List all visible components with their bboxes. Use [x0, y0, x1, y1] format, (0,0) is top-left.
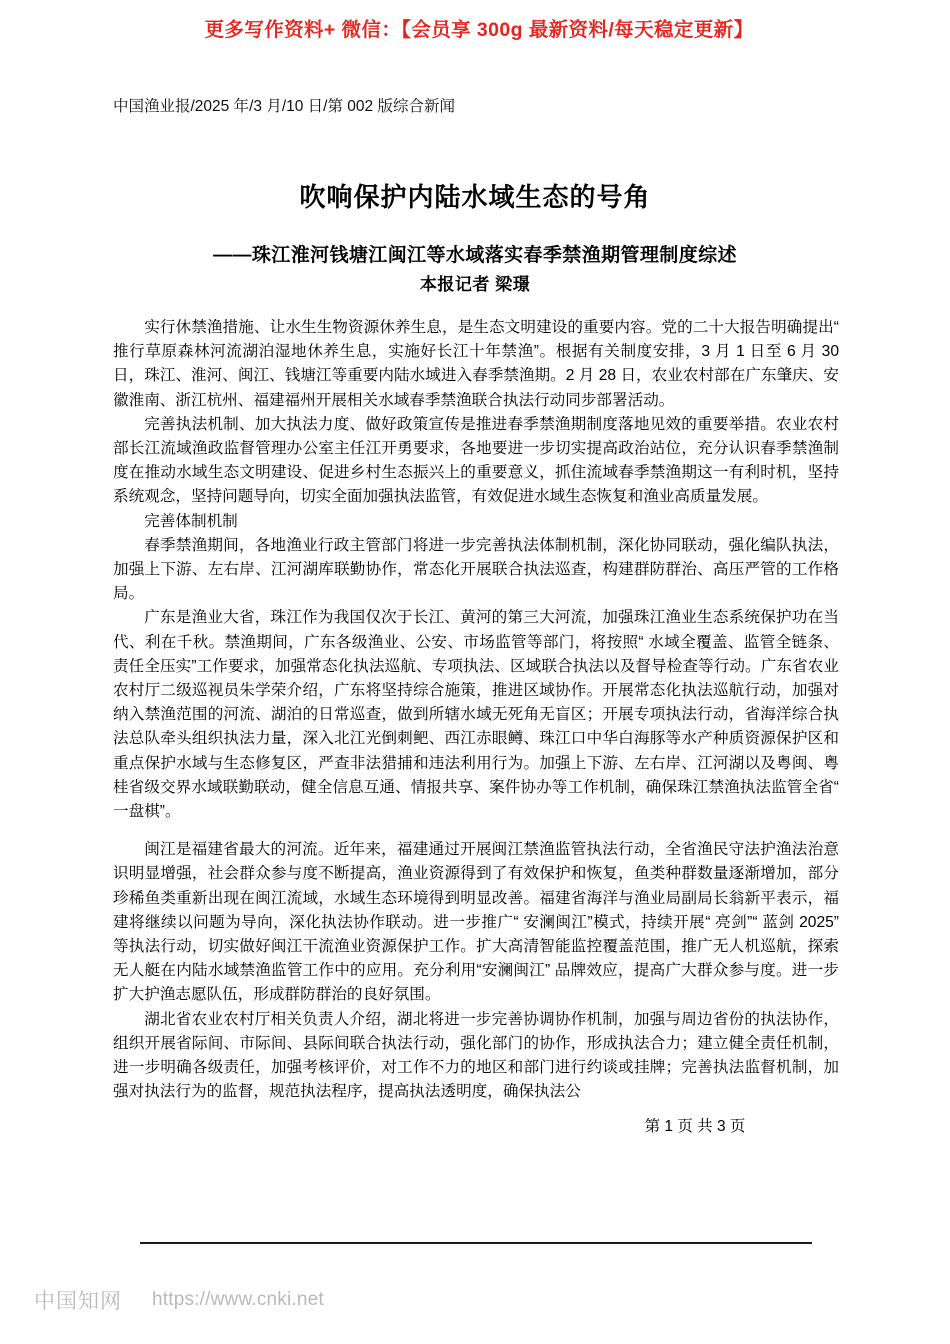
body-paragraph: 广东是渔业大省，珠江作为我国仅次于长江、黄河的第三大河流，加强珠江渔业生态系统保护功在当代、利在千秋。禁渔期间，广东各级渔业、公安、市场监管等部门，将按照“ 水域全覆盖、监管全链条、责任全压实”工作要求，加强常态化执法巡航、专项执法、区域联合执法以及督导检查等行动。广东省农业农村厅二级巡视员朱学荣介绍，广东将坚持综合施策，推进区域协作。开展常态化执法巡航行动，加强对纳入禁渔范围的河流、湖泊的日常巡查，做到所辖水域无死角无盲区；开展专项执法行动，省海洋综合执法总队牵头组织执法力量，深入北江光倒刺鲃、西江赤眼鳟、珠江口中华白海豚等水产种质资源保护区和重点保护水域与生态修复区，严查非法猎捕和违法利用行为。加强上下游、左右岸、江河湖以及粤闽、粤桂省级交界水域联勤联动，健全信息互通、情报共享、案件协办等工作机制，确保珠江禁渔执法监管全省“ 一盘棋”。	[113, 609, 839, 821]
article-byline: 本报记者 梁璟	[419, 275, 531, 294]
footer-divider	[140, 1242, 812, 1244]
cnki-watermark-name: 中国知网	[34, 1290, 122, 1313]
cnki-watermark	[34, 1285, 324, 1315]
section-subheading: 完善体制机制	[144, 512, 238, 530]
article-title: 吹响保护内陆水域生态的号角	[299, 182, 651, 213]
publication-meta: 中国渔业报/2025 年/3 月/10 日/第 002 版综合新闻	[113, 98, 455, 115]
body-paragraph: 实行休禁渔措施、让水生生物资源休养生息，是生态文明建设的重要内容。党的二十大报告明确提出“ 推行草原森林河流湖泊湿地休养生息，实施好长江十年禁渔”。根据有关制度安排，3 月 1 日至 6 月 30 日，珠江、淮河、闽江、钱塘江等重要内陆水域进入春季禁渔期。2 月 28 日，农业农村部在广东肇庆、安徽淮南、浙江杭州、福建福州开展相关水域春季禁渔联合执法行动同步部署活动。	[113, 319, 839, 409]
body-paragraph: 闽江是福建省最大的河流。近年来，福建通过开展闽江禁渔监管执法行动，全省渔民守法护渔法治意识明显增强，社会群众参与度不断提高，渔业资源得到了有效保护和恢复，鱼类种群数量逐渐增加，部分珍稀鱼类重新出现在闽江流域，水域生态环境得到明显改善。福建省海洋与渔业局副局长翁新平表示，福建将继续以问题为导向，深化执法协作联动。进一步推广“ 安澜闽江”模式，持续开展“ 亮剑”“ 蓝剑 2025” 等执法行动，切实做好闽江干流渔业资源保护工作。扩大高清智能监控覆盖范围，推广无人机巡航，探索无人艇在内陆水域禁渔监管工作中的应用。充分利用“安澜闽江” 品牌效应，提高广大群众参与度。进一步扩大护渔志愿队伍，形成群防群治的良好氛围。	[113, 841, 839, 1004]
body-paragraph: 春季禁渔期间，各地渔业行政主管部门将进一步完善执法体制机制，深化协同联动，强化编队执法，加强上下游、左右岸、江河湖库联勤协作，常态化开展联合执法巡查，构建群防群治、高压严管的工作格局。	[113, 536, 839, 603]
promo-banner-text: 更多写作资料+ 微信：【会员享 300g 最新资料/每天稳定更新】	[204, 19, 754, 41]
body-paragraph: 湖北省农业农村厅相关负责人介绍，湖北将进一步完善协调协作机制，加强与周边省份的执法协作，组织开展省际间、市际间、县际间联合执法行动，强化部门的协作，形成执法合力；建立健全责任机制，进一步明确各级责任，加强考核评价，对工作不力的地区和部门进行约谈或挂牌；完善执法监督机制，加强对执法行为的监督，规范执法程序，提高执法透明度，确保执法公	[113, 1010, 839, 1101]
article-subtitle: ——珠江淮河钱塘江闽江等水域落实春季禁渔期管理制度综述	[213, 244, 737, 266]
promo-banner	[0, 14, 950, 42]
cnki-watermark-url: https://www.cnki.net	[152, 1289, 324, 1310]
article-body	[113, 316, 839, 1105]
body-paragraph: 完善执法机制、加大执法力度、做好政策宣传是推进春季禁渔期制度落地见效的重要举措。农业农村部长江流域渔政监督管理办公室主任江开勇要求，各地要进一步切实提高政治站位，充分认识春季禁渔制度在推动水域生态文明建设、促进乡村生态振兴上的重要意义，抓住流域春季禁渔期这一有利时机，坚持系统观念，坚持问题导向，切实全面加强执法监管，有效促进水域生态恢复和渔业高质量发展。	[113, 415, 839, 506]
page-indicator: 第 1 页 共 3 页	[644, 1118, 746, 1135]
